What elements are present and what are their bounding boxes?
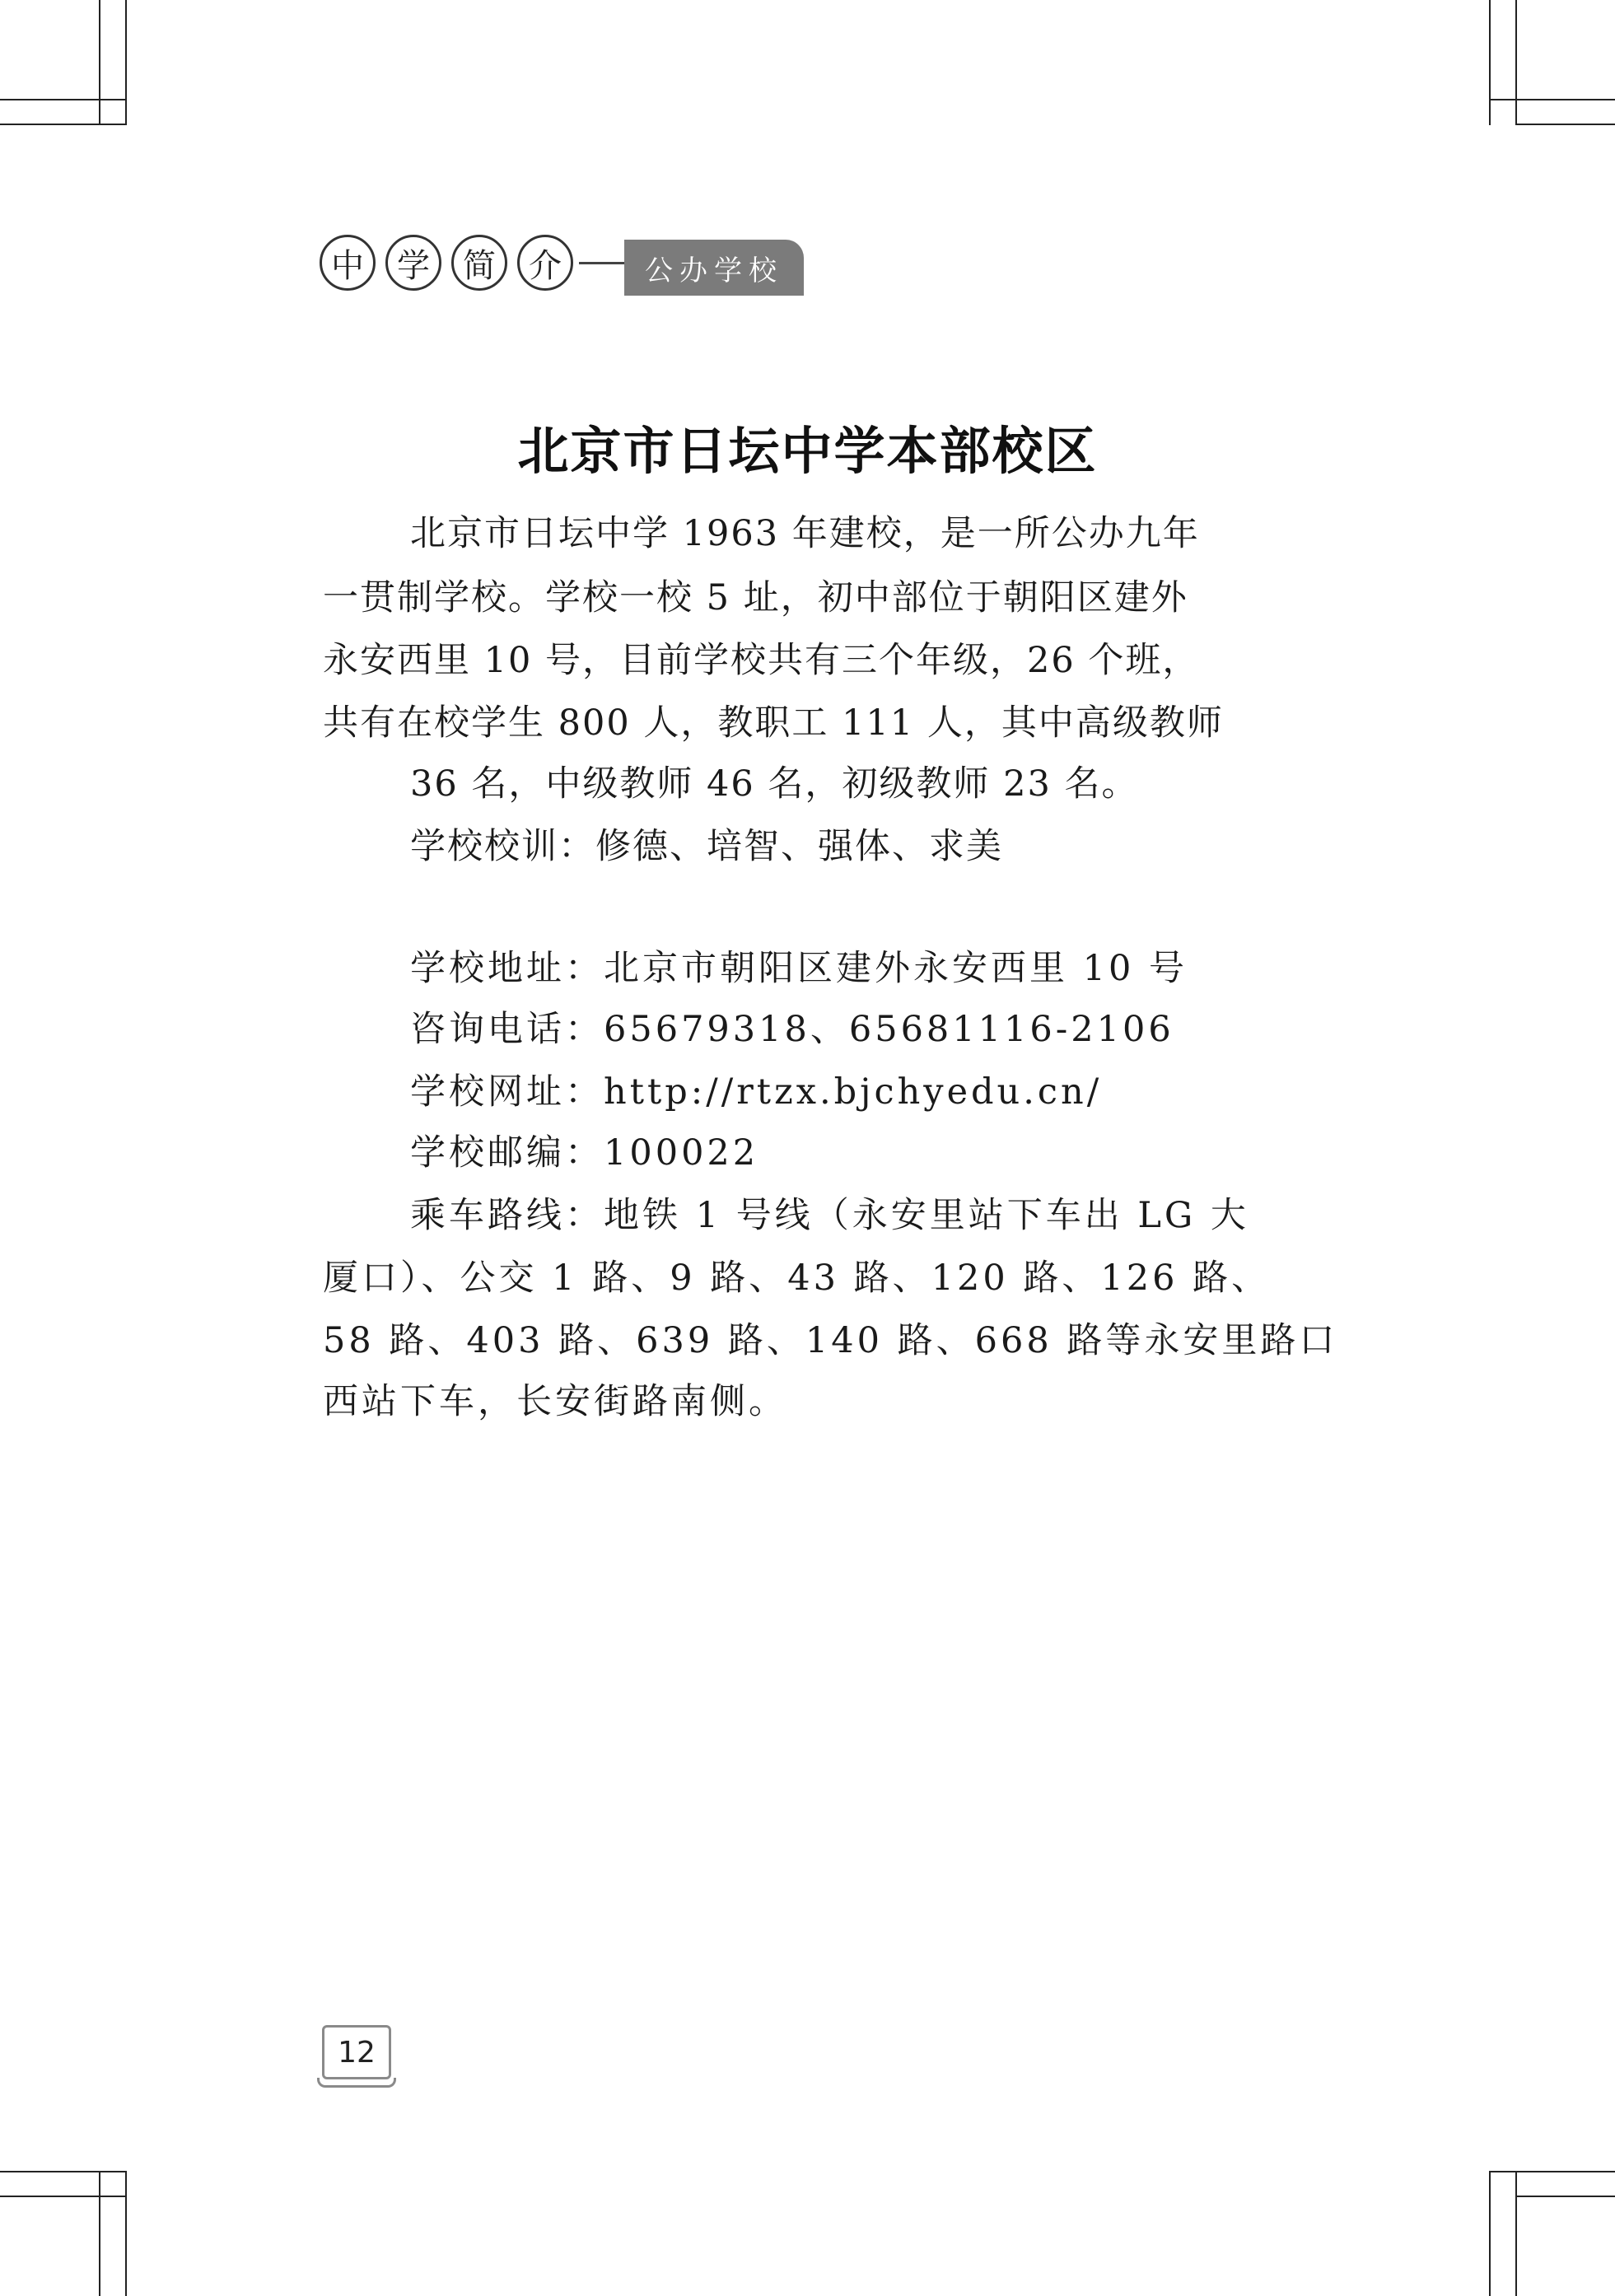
crop-mark bbox=[1489, 0, 1491, 125]
intro-line: 一贯制学校。学校一校 5 址，初中部位于朝阳区建外 bbox=[323, 577, 1188, 618]
crop-mark bbox=[99, 0, 100, 125]
crop-mark bbox=[1515, 2171, 1517, 2296]
intro-line: 共有在校学生 800 人，教职工 111 人，其中高级教师 bbox=[323, 702, 1224, 744]
crop-mark bbox=[1515, 0, 1517, 125]
crop-mark bbox=[125, 2171, 127, 2296]
intro-line: 北京市日坛中学 1963 年建校，是一所公办九年 bbox=[410, 513, 1200, 554]
intro-line: 永安西里 10 号，目前学校共有三个年级，26 个班， bbox=[323, 640, 1200, 681]
school-website: 学校网址：http://rtzx.bjchyedu.cn/ bbox=[410, 1071, 1103, 1113]
crop-mark bbox=[1515, 2196, 1615, 2197]
route-line: 西站下车，长安街路南侧。 bbox=[323, 1381, 787, 1422]
crop-mark bbox=[0, 99, 125, 100]
crop-mark bbox=[99, 2171, 100, 2296]
crop-mark bbox=[0, 124, 125, 125]
school-motto: 学校校训：修德、培智、强体、求美 bbox=[410, 826, 1003, 867]
circled-char: 中 bbox=[320, 235, 376, 291]
crop-mark bbox=[0, 2196, 125, 2197]
circled-char: 学 bbox=[385, 235, 441, 291]
crop-mark bbox=[1515, 124, 1615, 125]
page-number: 12 bbox=[322, 2025, 391, 2079]
route-line: 厦口）、公交 1 路、9 路、43 路、120 路、126 路、 bbox=[323, 1258, 1271, 1299]
crop-mark bbox=[1489, 2171, 1491, 2296]
section-tag: 公办学校 bbox=[624, 240, 804, 296]
circled-char: 介 bbox=[517, 235, 573, 291]
route-line: 58 路、403 路、639 路、140 路、668 路等永安里路口 bbox=[323, 1320, 1338, 1361]
crop-mark bbox=[125, 0, 127, 125]
school-phone: 咨询电话：65679318、65681116-2106 bbox=[410, 1009, 1174, 1050]
route-line: 乘车路线：地铁 1 号线（永安里站下车出 LG 大 bbox=[410, 1195, 1249, 1236]
school-postcode: 学校邮编：100022 bbox=[410, 1132, 759, 1174]
crop-mark bbox=[0, 2171, 125, 2172]
page-title: 北京市日坛中学本部校区 bbox=[517, 421, 1098, 481]
page-number-badge bbox=[317, 2022, 396, 2091]
circled-char: 简 bbox=[451, 235, 507, 291]
school-address: 学校地址：北京市朝阳区建外永安西里 10 号 bbox=[410, 948, 1188, 989]
crop-mark bbox=[1489, 2171, 1615, 2172]
intro-line: 36 名，中级教师 46 名，初级教师 23 名。 bbox=[410, 763, 1139, 805]
crop-mark bbox=[1489, 99, 1615, 100]
